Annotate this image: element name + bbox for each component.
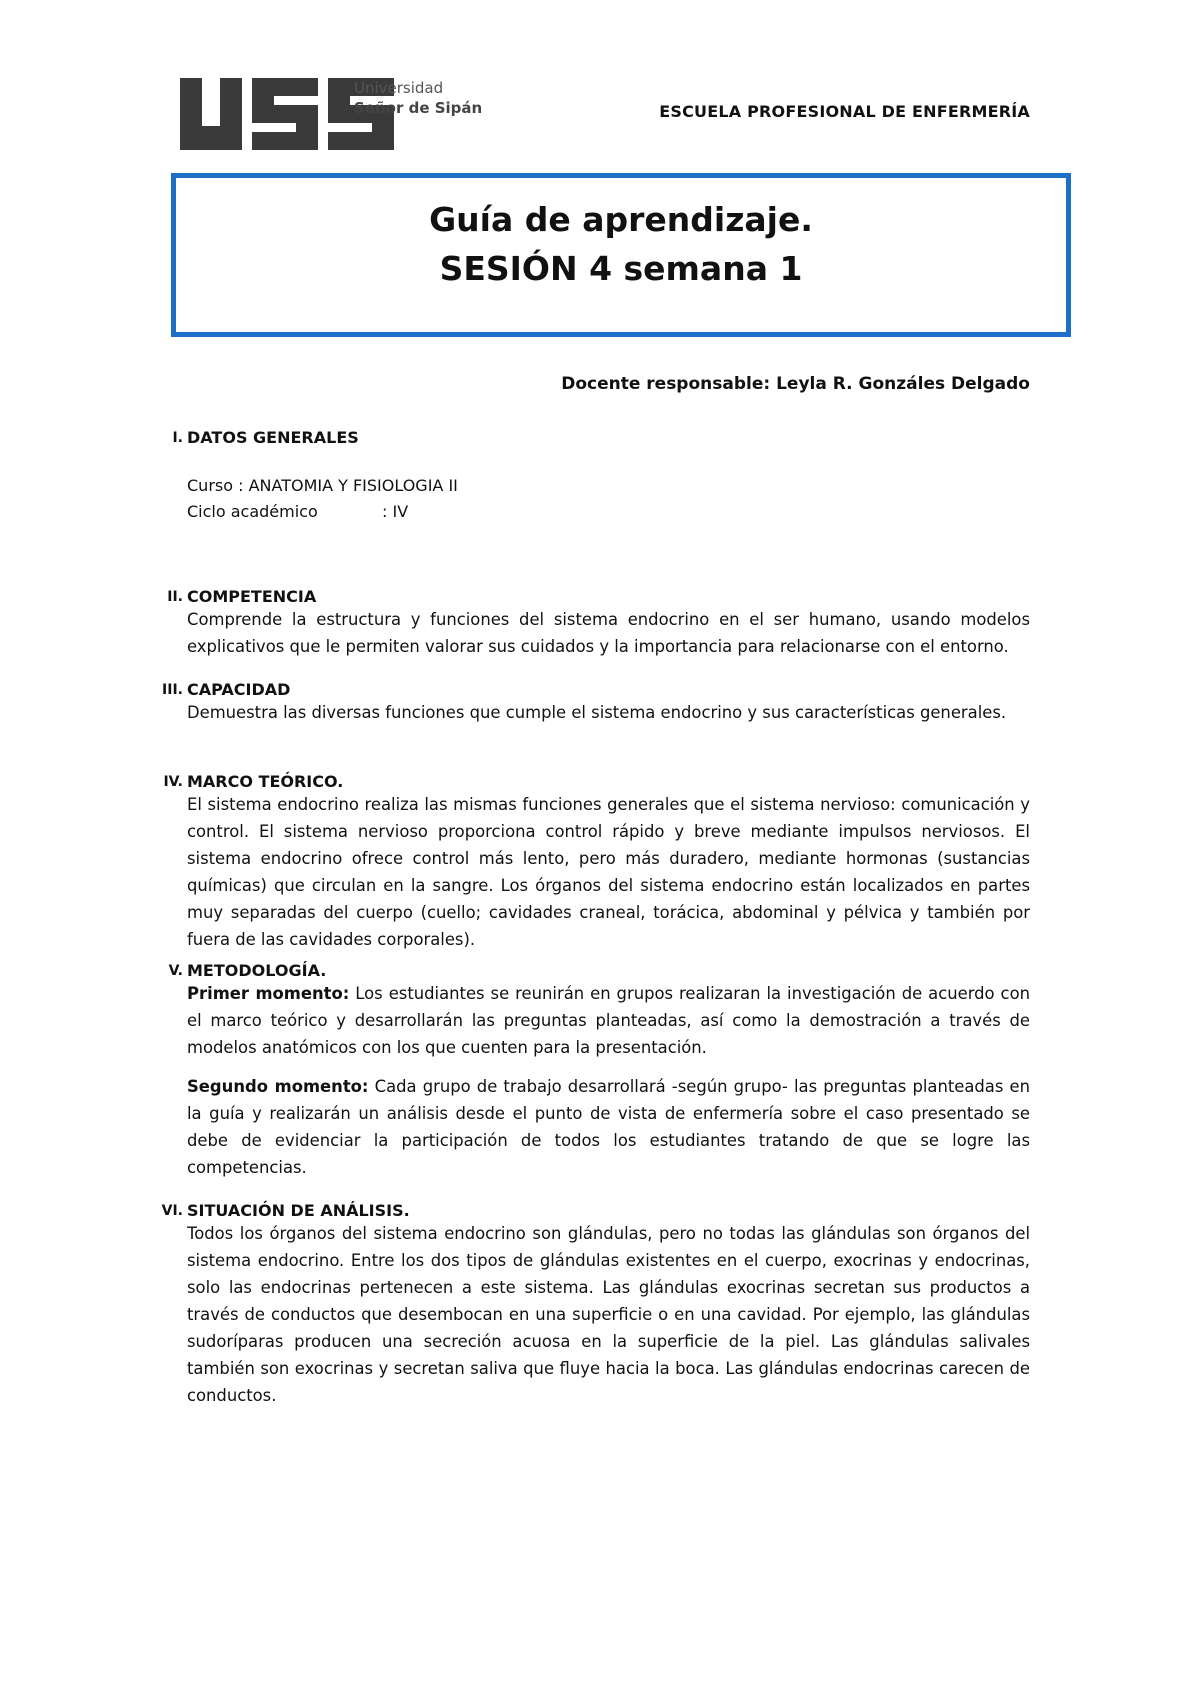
section-heading: METODOLOGÍA.	[187, 961, 327, 980]
docente-line: Docente responsable: Leyla R. Gonzáles Delgado	[561, 374, 1030, 394]
section-number: I.	[172, 430, 183, 446]
competencia-text: Comprende la estructura y funciones del sistema endocrino en el ser humano, usando modelos explicativos que le permiten valorar sus cuidados y la importancia para relacionarse con el entorno.	[187, 610, 1030, 656]
title-line-2: SESIÓN 4 semana 1	[439, 249, 803, 288]
ciclo-value: : IV	[382, 502, 409, 521]
title-line-1: Guía de aprendizaje.	[429, 200, 813, 239]
primer-momento	[187, 980, 1030, 1061]
primer-momento-text: Los estudiantes se reunirán en grupos realizaran la investigación de acuerdo con el marco teórico y desarrollarán las preguntas planteadas, así como la demostración a través de modelos anatómicos con los que cuenten para la presentación.	[187, 984, 1030, 1057]
section-number: IV.	[163, 774, 183, 790]
logo-line-sipan: Señor de Sipán	[354, 99, 483, 117]
section-heading: SITUACIÓN DE ANÁLISIS.	[187, 1201, 410, 1220]
school-name: ESCUELA PROFESIONAL DE ENFERMERÍA	[659, 102, 1030, 121]
segundo-momento-label: Segundo momento:	[187, 1077, 369, 1096]
document-body	[155, 428, 1030, 1409]
segundo-momento-text: Cada grupo de trabajo desarrollará -según grupo- las preguntas planteadas en la guía y realizarán un análisis desde el punto de vista de enfermería sobre el caso presentado se debe de evidenciar la participación de todos los estudiantes tratando de que se logre las competencias.	[187, 1077, 1030, 1177]
title-box	[171, 173, 1071, 337]
section-marco-teorico	[155, 772, 1030, 953]
logo-line-universidad: Universidad	[354, 79, 444, 97]
section-situacion-analisis	[155, 1201, 1030, 1409]
section-capacidad	[155, 680, 1030, 726]
section-heading: CAPACIDAD	[187, 680, 291, 699]
section-heading: DATOS GENERALES	[187, 428, 359, 447]
section-metodologia	[155, 961, 1030, 1181]
primer-momento-label: Primer momento:	[187, 984, 350, 1003]
section-heading: MARCO TEÓRICO.	[187, 772, 344, 791]
section-number: III.	[162, 682, 183, 698]
section-datos-generales	[155, 428, 1030, 525]
capacidad-text: Demuestra las diversas funciones que cumple el sistema endocrino y sus características generales.	[187, 703, 1007, 722]
section-competencia	[155, 587, 1030, 660]
section-number: V.	[168, 963, 183, 979]
section-number: II.	[167, 589, 183, 605]
marco-teorico-text: El sistema endocrino realiza las mismas funciones generales que el sistema nervioso: comunicación y control. El sistema nervioso proporciona control rápido y breve mediante impulsos nerviosos. El sistema endocrino ofrece control más lento, pero más duradero, mediante hormonas (sustancias químicas) que circulan en la sangre. Los órganos del sistema endocrino están localizados en partes muy separadas del cuerpo (cuello; cavidades craneal, torácica, abdominal y pélvica y también por fuera de las cavidades corporales).	[187, 795, 1030, 949]
university-name	[354, 78, 482, 118]
ciclo-line	[187, 499, 1030, 525]
segundo-momento	[187, 1073, 1030, 1181]
situacion-analisis-text: Todos los órganos del sistema endocrino son glándulas, pero no todas las glándulas son órganos del sistema endocrino. Entre los dos tipos de glándulas existentes en el cuerpo, exocrinas y endocrinas, solo las endocrinas pertenecen a este sistema. Las glándulas exocrinas secretan sus productos a través de conductos que desembocan en una superficie o en una cavidad. Por ejemplo, las glándulas sudoríparas producen una secreción acuosa en la superficie de la piel. Las glándulas salivales también son exocrinas y secretan saliva que fluye hacia la boca. Las glándulas endocrinas carecen de conductos.	[187, 1224, 1030, 1405]
section-number: VI.	[161, 1203, 183, 1219]
curso-line: Curso : ANATOMIA Y FISIOLOGIA II	[187, 476, 458, 495]
ciclo-label: Ciclo académico	[187, 502, 318, 521]
section-heading: COMPETENCIA	[187, 587, 317, 606]
